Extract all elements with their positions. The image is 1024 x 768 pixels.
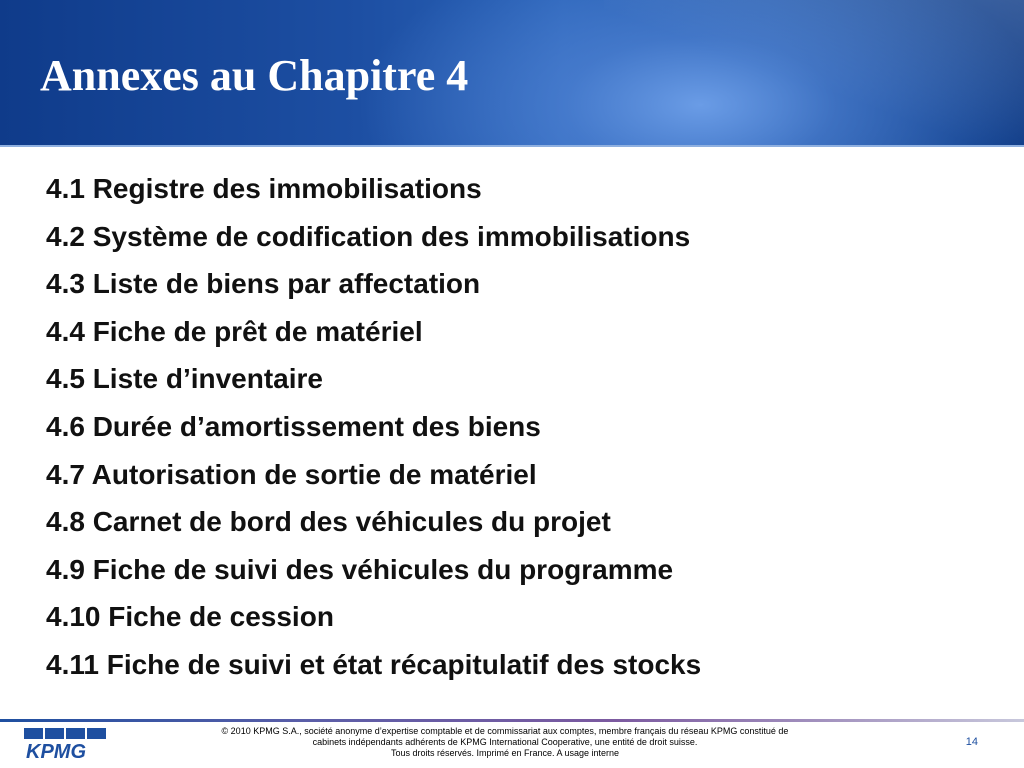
- kpmg-logo-box-2: [45, 728, 64, 739]
- header-sheen: [604, 0, 1024, 145]
- slide-title: Annexes au Chapitre 4: [40, 51, 469, 100]
- copyright-line-1: © 2010 KPMG S.A., société anonyme d’expertise comptable et de commissariat aux comptes, membre français du réseau KPMG constitué de: [221, 726, 789, 736]
- page-number: 14: [965, 736, 978, 748]
- annex-item-4-6: 4.6 Durée d’amortissement des biens: [46, 410, 541, 442]
- kpmg-logo-box-4: [87, 728, 106, 739]
- annex-item-4-1: 4.1 Registre des immobilisations: [46, 173, 482, 204]
- kpmg-logo: [24, 728, 120, 760]
- annex-item-4-7: 4.7 Autorisation de sortie de matériel: [46, 458, 537, 490]
- copyright-line-2: cabinets indépendants adhérents de KPMG International Cooperative, une entité de droit suisse.: [312, 737, 698, 747]
- annex-item-4-11: 4.11 Fiche de suivi et état récapitulatif des stocks: [46, 648, 702, 680]
- footer-divider: [0, 719, 1024, 722]
- annex-item-4-10: 4.10 Fiche de cession: [46, 601, 334, 633]
- kpmg-logo-box-1: [24, 728, 43, 739]
- annex-item-4-3: 4.3 Liste de biens par affectation: [46, 268, 481, 300]
- annex-item-4-4: 4.4 Fiche de prêt de matériel: [46, 315, 423, 347]
- annex-item-4-5: 4.5 Liste d’inventaire: [46, 363, 323, 395]
- annex-item-4-9: 4.9 Fiche de suivi des véhicules du programme: [46, 553, 674, 585]
- header-band: [0, 0, 1024, 147]
- annex-item-4-8: 4.8 Carnet de bord des véhicules du projet: [46, 506, 611, 538]
- annex-item-4-2: 4.2 Système de codification des immobilisations: [46, 220, 691, 252]
- annex-list: [46, 165, 701, 689]
- copyright-line-3: Tous droits réservés. Imprimé en France. A usage interne: [390, 748, 620, 758]
- kpmg-logo-box-3: [66, 728, 85, 739]
- kpmg-logo-wordmark: KPMG: [26, 741, 86, 760]
- copyright-notice: [150, 726, 860, 759]
